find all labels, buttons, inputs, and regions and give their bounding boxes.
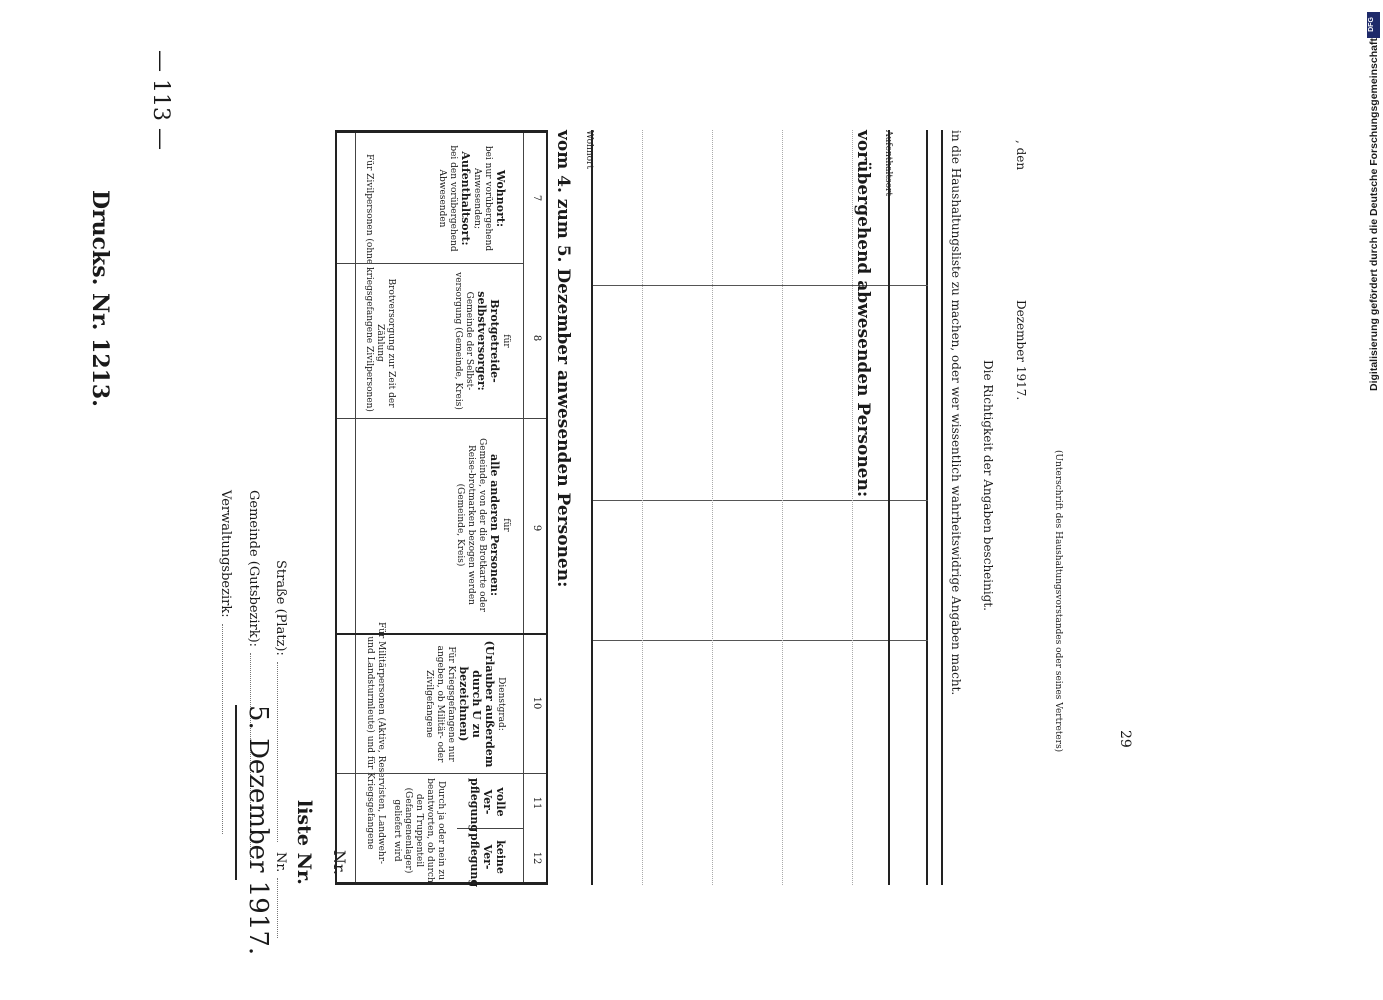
anwesend-table-bottom-rule (926, 130, 928, 885)
col11-12-header: Durch ja oder nein zu beantworten, ob durch den Truppenteil (Gefangenenlager) geliefert wird (392, 778, 446, 883)
section-abwesend-title: vorübergehend abwesenden Personen: (853, 130, 873, 498)
anwesend-table-top-rule (591, 130, 593, 885)
field-strasse: Straße (Platz): Nr. (273, 560, 288, 938)
brotversorgung-caption: Brotversorgung zur Zeit der Zählung (375, 278, 396, 408)
group-zivil-caption: Für Zivilpersonen (ohne kriegsgefangene Zivilpersonen) (364, 154, 374, 412)
col12-number: 12 (531, 851, 542, 865)
footer-signature-caption: (Unterschrift des Haushaltungsvorstandes oder seines Vertreters) (1053, 450, 1063, 753)
dfg-logo-icon: DFG (1367, 12, 1380, 38)
col11-number: 11 (531, 796, 542, 810)
col9-number: 9 (531, 524, 542, 532)
field-gemeinde: Gemeinde (Gutsbezirk): (246, 490, 261, 863)
col10-number: 10 (531, 696, 542, 710)
liste-number-label: liste Nr. (293, 800, 315, 885)
footer-den: , den (1014, 140, 1028, 171)
footer-statement: in die Haushaltungsliste zu machen, oder wer wissentlich wahrheitswidrige Angaben macht. (949, 130, 963, 696)
col12-header: keine Ver-pflegung (468, 833, 507, 888)
page-number-header: — 113 — (148, 50, 173, 150)
title-underline (235, 705, 237, 880)
group-militaer-caption: Für Militärpersonen (Aktive, Reservisten, Landwehr- und Landsturmleute) und für Kriegsgefangene (365, 621, 386, 865)
col11-header: volle Ver-pflegung (468, 778, 507, 833)
field-verwaltungsbezirk: Verwaltungsbezirk: (218, 490, 233, 834)
col8-number: 8 (531, 334, 542, 342)
abwesend-table-bottom-rule (941, 130, 943, 885)
col7-header: Wohnort: bei nur vorübergehend Anwesenden; Aufenthaltsort: bei den vorübergehend Abwesenden (437, 145, 507, 252)
nr-label: Nr. (330, 850, 349, 875)
col10-header: Dienstgrad: (Urlauber außerdem durch U zu bezeichnen) Für Kriegsgefangene nur angeben, ob Militär- oder Zivilgefangene (424, 640, 506, 768)
col8-header: für Brotgetreide-selbstversorger: Gemeinde der Selbst-versorgung (Gemeinde, Kreis) (453, 272, 511, 410)
print-number-title: Drucks. Nr. 1213. (87, 190, 113, 407)
footer-date: Dezember 1917. (1014, 300, 1028, 401)
header-table (335, 130, 548, 888)
form-date-title: 5. Dezember 1917. (243, 705, 273, 956)
section-anwesend-title: vom 4. zum 5. Dezember anwesenden Personen: (553, 130, 573, 588)
col9-header: für alle anderen Personen: Gemeinde, von der die Brotkarte oder Reise-brotmarken bezogen werden (Gemeinde, Kreis) (455, 438, 511, 612)
footer-page-number: 29 (1117, 730, 1133, 748)
footer-certification: Die Richtigkeit der Angaben bescheinigt. (981, 360, 995, 611)
abwesend-table-top-rule (888, 130, 890, 885)
dfg-watermark-text: Digitalisierung gefördert durch die Deutsche Forschungsgemeinschaft (1368, 38, 1380, 391)
col7-number: 7 (531, 194, 542, 202)
anwesend-column-label: Wohnort (584, 130, 594, 169)
abwesend-column-label: Aufenthaltsort (883, 130, 893, 196)
dfg-watermark (1367, 12, 1381, 392)
